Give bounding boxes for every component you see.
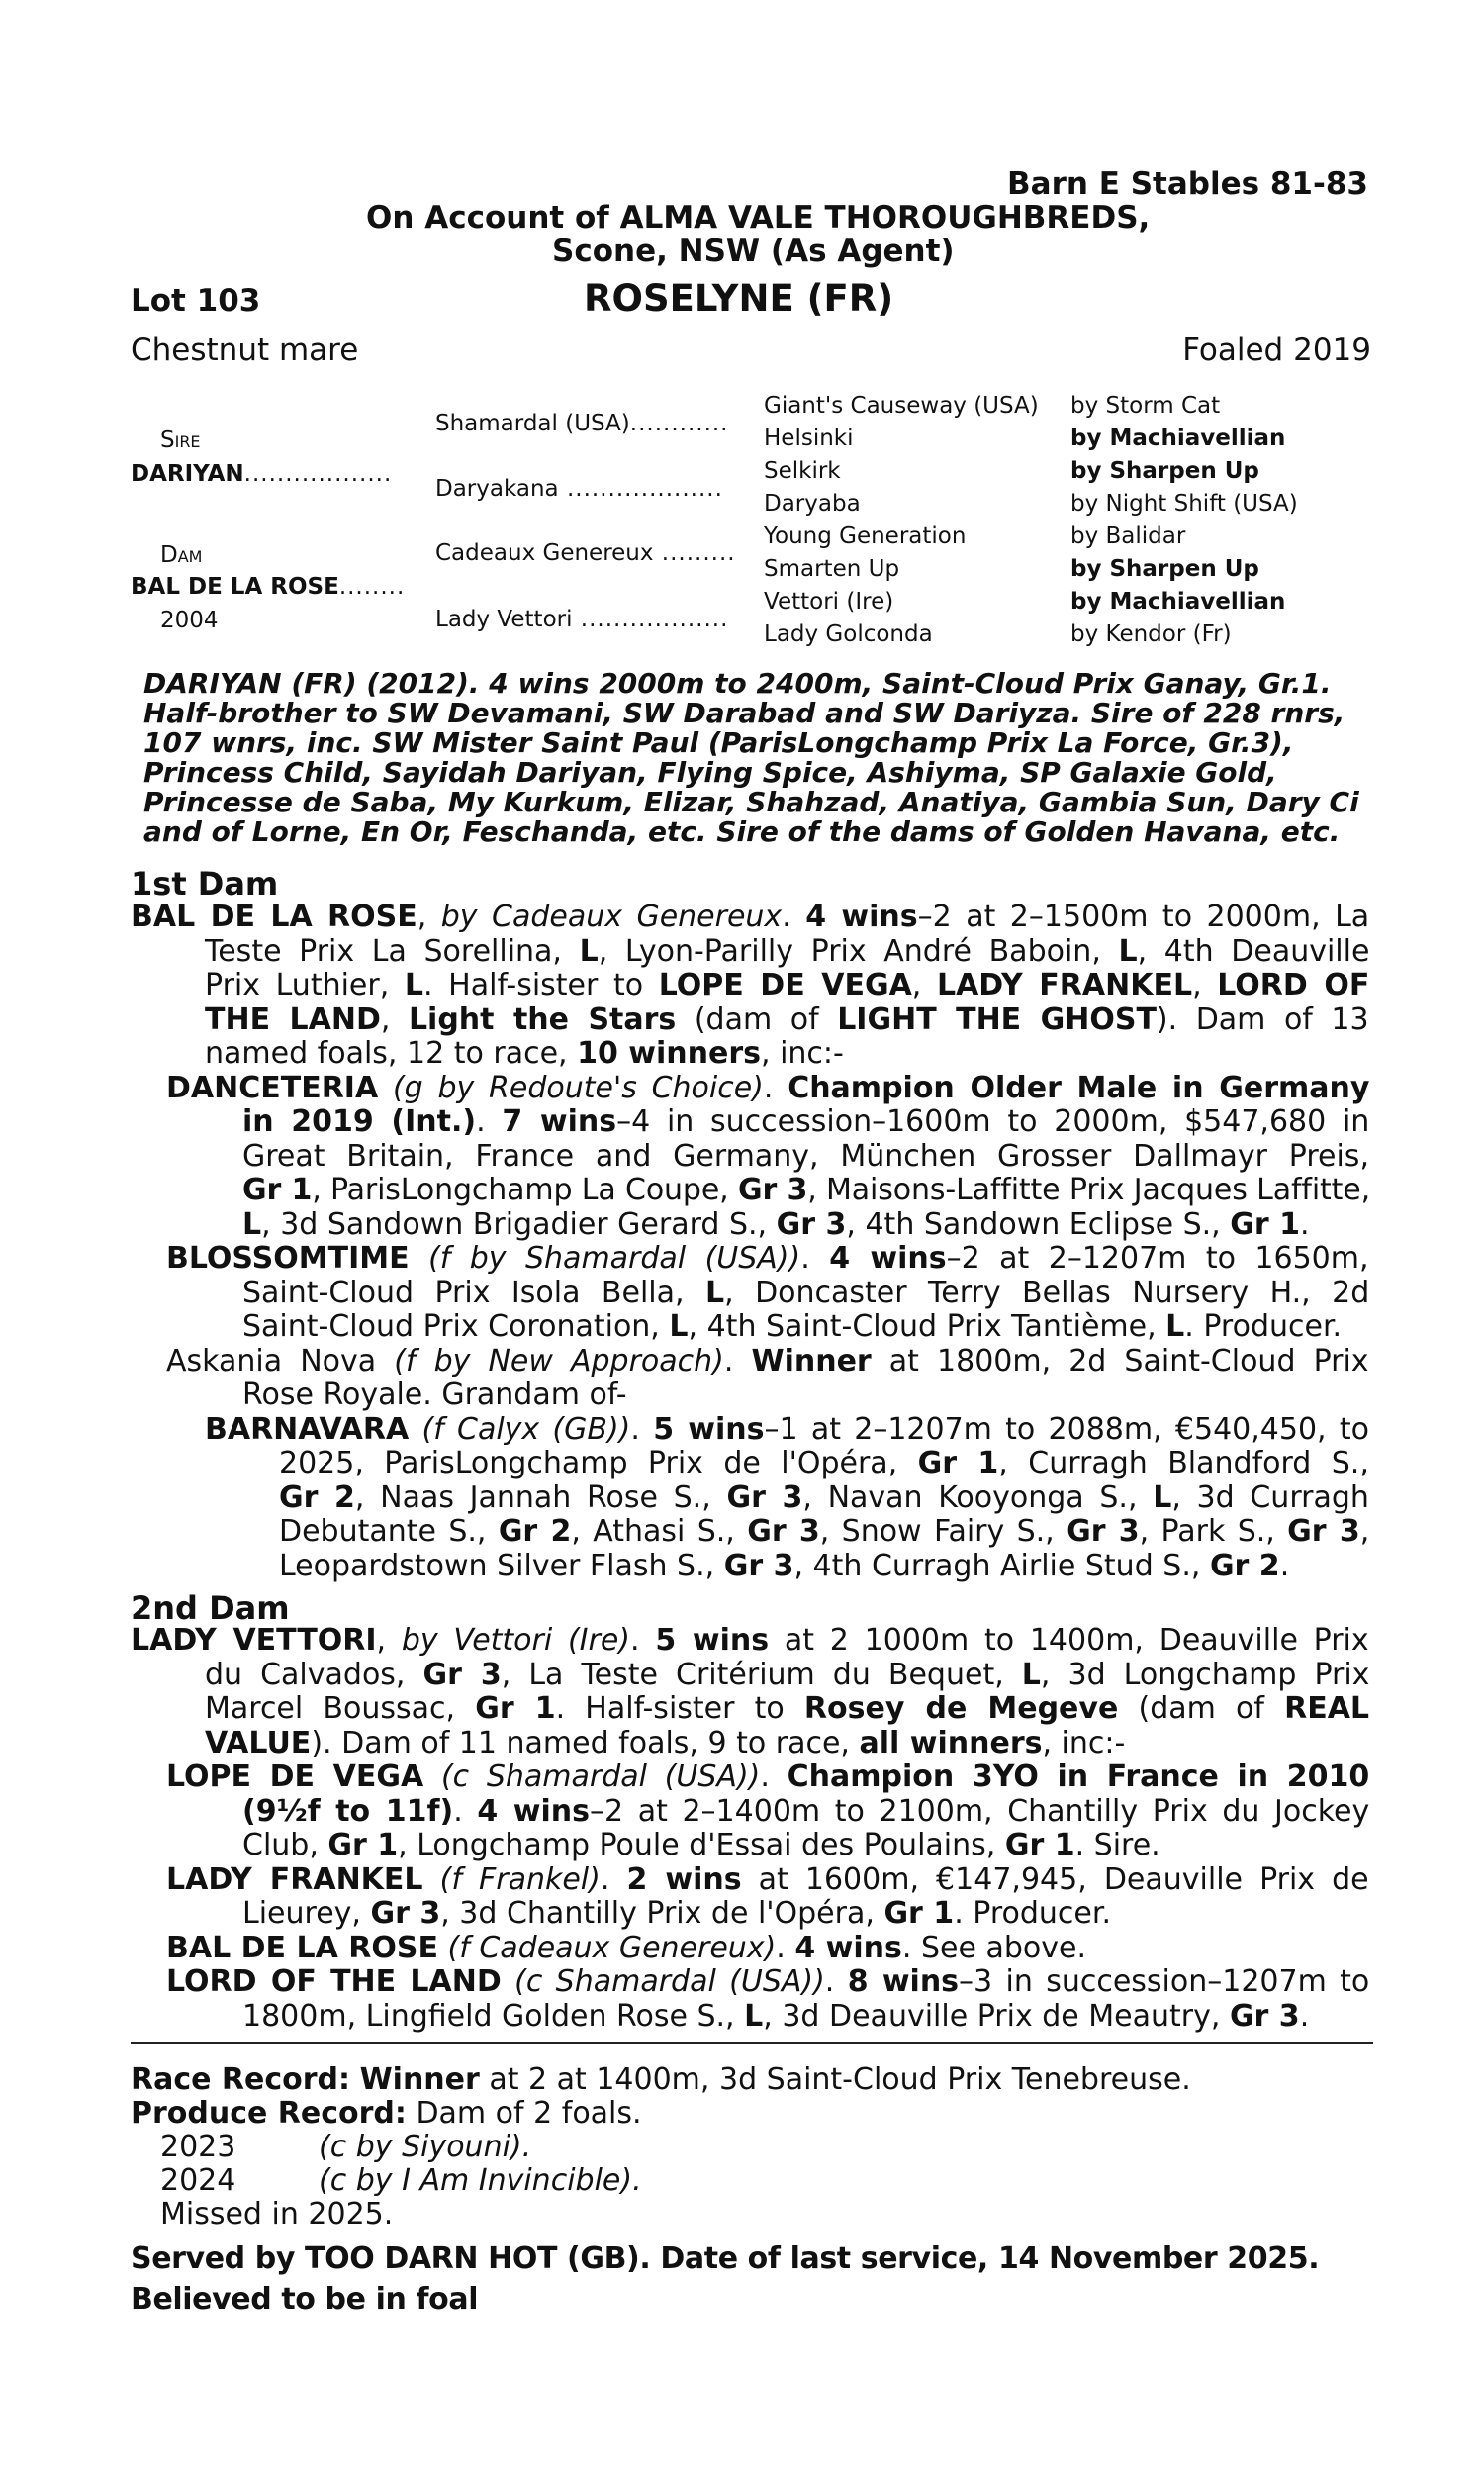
pedigree-text-line: Marcel Boussac, Gr 1. Half-sister to Rosey de Megeve (dam of REAL	[205, 1691, 1370, 1726]
pedigree-text-line: Leopardstown Silver Flash S., Gr 3, 4th Curragh Airlie Stud S., Gr 2.	[279, 1548, 1290, 1583]
pedigree-text-line: (9½f to 11f). 4 wins–2 at 2–1400m to 2100m, Chantilly Prix du Jockey	[242, 1793, 1370, 1829]
pedigree-text-line: Debutante S., Gr 2, Athasi S., Gr 3, Snow Fairy S., Gr 3, Park S., Gr 3,	[279, 1514, 1370, 1549]
horse-name: ROSELYNE (FR)	[584, 277, 894, 320]
foaled-year: Foaled 2019	[1182, 333, 1371, 368]
sire-name-row: DARIYAN..................	[131, 461, 393, 487]
great-grandparent-sire: by Kendor (Fr)	[1070, 621, 1232, 647]
dam-name: BAL DE LA ROSE	[131, 574, 339, 600]
pedigree-text-line: Lieurey, Gr 3, 3d Chantilly Prix de l'Opéra, Gr 1. Producer.	[242, 1896, 1111, 1931]
sire-summary-line: Half-brother to SW Devamani, SW Darabad and SW Dariyza. Sire of 228 rnrs,	[143, 697, 1345, 729]
pedigree-text-line: 2025, ParisLongchamp Prix de l'Opéra, Gr 1, Curragh Blandford S.,	[279, 1446, 1369, 1480]
pedigree-text-line: Saint-Cloud Prix Coronation, L, 4th Saint-Cloud Prix Tantième, L. Producer.	[242, 1309, 1343, 1344]
barn-location: Barn E Stables 81-83	[1007, 166, 1368, 202]
great-grandparent-sire: by Sharpen Up	[1070, 458, 1259, 484]
great-grandparent-row: Lady Golconda	[764, 621, 933, 647]
pedigree-text-line: 1800m, Lingfield Golden Rose S., L, 3d Deauville Prix de Meautry, Gr 3.	[242, 1998, 1310, 2034]
pedigree-text-line: LADY VETTORI, by Vettori (Ire). 5 wins at 2 1000m to 1400m, Deauville Prix	[131, 1623, 1369, 1658]
great-grandparent-row: Giant's Causeway (USA)	[764, 393, 1039, 419]
great-grandparent-row: Vettori (Ire)	[764, 589, 894, 615]
pedigree-text-line: Rose Royale. Grandam of-	[242, 1378, 627, 1412]
pedigree-text-line: LOPE DE VEGA (c Shamardal (USA)). Champion 3YO in France in 2010	[166, 1760, 1370, 1794]
vendor: On Account of ALMA VALE THOROUGHBREDS,	[366, 200, 1151, 236]
sire-summary-line: DARIYAN (FR) (2012). 4 wins 2000m to 2400m, Saint-Cloud Prix Ganay, Gr.1.	[143, 667, 1332, 700]
race-record: Race Record: Winner at 2 at 1400m, 3d Saint-Cloud Prix Tenebreuse.	[131, 2062, 1191, 2097]
vendor-location: Scone, NSW (As Agent)	[552, 234, 955, 269]
foal-status: Believed to be in foal	[131, 2282, 479, 2317]
sire-summary-line: Princess Child, Sayidah Dariyan, Flying Spice, Ashiyma, SP Galaxie Gold,	[143, 756, 1277, 789]
sire-label: Sire	[160, 428, 201, 453]
great-grandparent-sire: by Storm Cat	[1070, 393, 1221, 419]
great-grandparent-sire: by Balidar	[1070, 523, 1186, 549]
great-grandparent-row: Young Generation	[764, 523, 967, 549]
lot-number: Lot 103	[131, 283, 261, 319]
pedigree-text-line: Saint-Cloud Prix Isola Bella, L, Doncaster Terry Bellas Nursery H., 2d	[242, 1275, 1370, 1310]
first-dam-heading: 1st Dam	[131, 865, 279, 903]
pedigree-text-line: Gr 2, Naas Jannah Rose S., Gr 3, Navan Kooyonga S., L, 3d Curragh	[279, 1479, 1369, 1515]
pedigree-text-line: BLOSSOMTIME (f by Shamardal (USA)). 4 wins–2 at 2–1207m to 1650m,	[166, 1241, 1369, 1276]
foal-entry: 2023 (c by Siyouni).	[160, 2130, 532, 2164]
pedigree-text-line: L, 3d Sandown Brigadier Gerard S., Gr 3, 4th Sandown Eclipse S., Gr 1.	[242, 1206, 1310, 1242]
pedigree-text-line: BAL DE LA ROSE (f Cadeaux Genereux). 4 wins. See above.	[166, 1930, 1086, 1965]
pedigree-text-line: named foals, 12 to race, 10 winners, inc:-	[205, 1036, 844, 1071]
great-grandparent-sire: by Sharpen Up	[1070, 556, 1259, 582]
second-dam-heading: 2nd Dam	[131, 1589, 290, 1627]
pedigree-text-line: Askania Nova (f by New Approach). Winner at 1800m, 2d Saint-Cloud Prix	[166, 1343, 1369, 1379]
great-grandparent-sire: by Machiavellian	[1070, 426, 1286, 451]
pedigree-text-line: Prix Luthier, L. Half-sister to LOPE DE VEGA, LADY FRANKEL, LORD OF	[205, 968, 1370, 1002]
service-note: Served by TOO DARN HOT (GB). Date of last service, 14 November 2025.	[131, 2241, 1320, 2276]
horse-description: Chestnut mare	[131, 333, 359, 368]
pedigree-text-line: Gr 1, ParisLongchamp La Coupe, Gr 3, Maisons-Laffitte Prix Jacques Laffitte,	[242, 1173, 1371, 1207]
missed-entry: Missed in 2025.	[160, 2197, 394, 2232]
great-grandparent-row: Helsinki	[764, 426, 854, 451]
great-grandparent-row: Daryaba	[764, 491, 861, 517]
pedigree-text-line: Club, Gr 1, Longchamp Poule d'Essai des Poulains, Gr 1. Sire.	[242, 1828, 1160, 1862]
grandparent-row: Lady Vettori ..................	[435, 607, 729, 632]
sire-summary	[143, 669, 1359, 847]
section-divider	[131, 2042, 1373, 2044]
pedigree-text-line: Teste Prix La Sorellina, L, Lyon-Parilly Prix André Baboin, L, 4th Deauville	[205, 933, 1370, 969]
sire-summary-line: 107 wnrs, inc. SW Mister Saint Paul (ParisLongchamp Prix La Force, Gr.3),	[143, 726, 1294, 759]
grandparent-row: Shamardal (USA)............	[435, 411, 729, 436]
pedigree-text-line: LADY FRANKEL (f Frankel). 2 wins at 1600m, €147,945, Deauville Prix de	[166, 1861, 1369, 1897]
sire-summary-line: and of Lorne, En Or, Feschanda, etc. Sire of the dams of Golden Havana, etc.	[143, 815, 1341, 848]
pedigree-text-line: LORD OF THE LAND (c Shamardal (USA)). 8 wins–3 in succession–1207m to	[166, 1964, 1370, 1999]
pedigree-text-line: du Calvados, Gr 3, La Teste Critérium du Bequet, L, 3d Longchamp Prix	[205, 1657, 1370, 1692]
dam-label: Dam	[160, 542, 203, 568]
pedigree-text-line: DANCETERIA (g by Redoute's Choice). Champion Older Male in Germany	[166, 1070, 1370, 1105]
pedigree-text-line: BAL DE LA ROSE, by Cadeaux Genereux. 4 wins–2 at 2–1500m to 2000m, La	[131, 900, 1370, 934]
great-grandparent-row: Selkirk	[764, 458, 841, 484]
great-grandparent-sire: by Night Shift (USA)	[1070, 491, 1298, 517]
pedigree-text-line: THE LAND, Light the Stars (dam of LIGHT THE GHOST). Dam of 13	[205, 1001, 1369, 1037]
sire-name: DARIYAN	[131, 461, 244, 487]
great-grandparent-row: Smarten Up	[764, 556, 900, 582]
sire-summary-line: Princesse de Saba, My Kurkum, Elizar, Shahzad, Anatiya, Gambia Sun, Dary Ci	[143, 786, 1359, 818]
dam-name-row: BAL DE LA ROSE........	[131, 574, 406, 600]
produce-record: Produce Record: Dam of 2 foals.	[131, 2096, 642, 2131]
great-grandparent-sire: by Machiavellian	[1070, 589, 1286, 615]
pedigree-text-line: Great Britain, France and Germany, München Grosser Dallmayr Preis,	[242, 1138, 1369, 1174]
pedigree-text-line: in 2019 (Int.). 7 wins–4 in succession–1600m to 2000m, $547,680 in	[242, 1104, 1370, 1139]
grandparent-row: Daryakana ...................	[435, 476, 723, 502]
pedigree-text-line: VALUE). Dam of 11 named foals, 9 to race, all winners, inc:-	[205, 1725, 1126, 1760]
pedigree-text-line: BARNAVARA (f Calyx (GB)). 5 wins–1 at 2–1207m to 2088m, €540,450, to	[205, 1411, 1369, 1447]
grandparent-row: Cadeaux Genereux .........	[435, 540, 736, 566]
foal-entry: 2024 (c by I Am Invincible).	[160, 2163, 642, 2198]
dam-year: 2004	[160, 608, 219, 633]
pedigree-table	[0, 0, 1484, 713]
